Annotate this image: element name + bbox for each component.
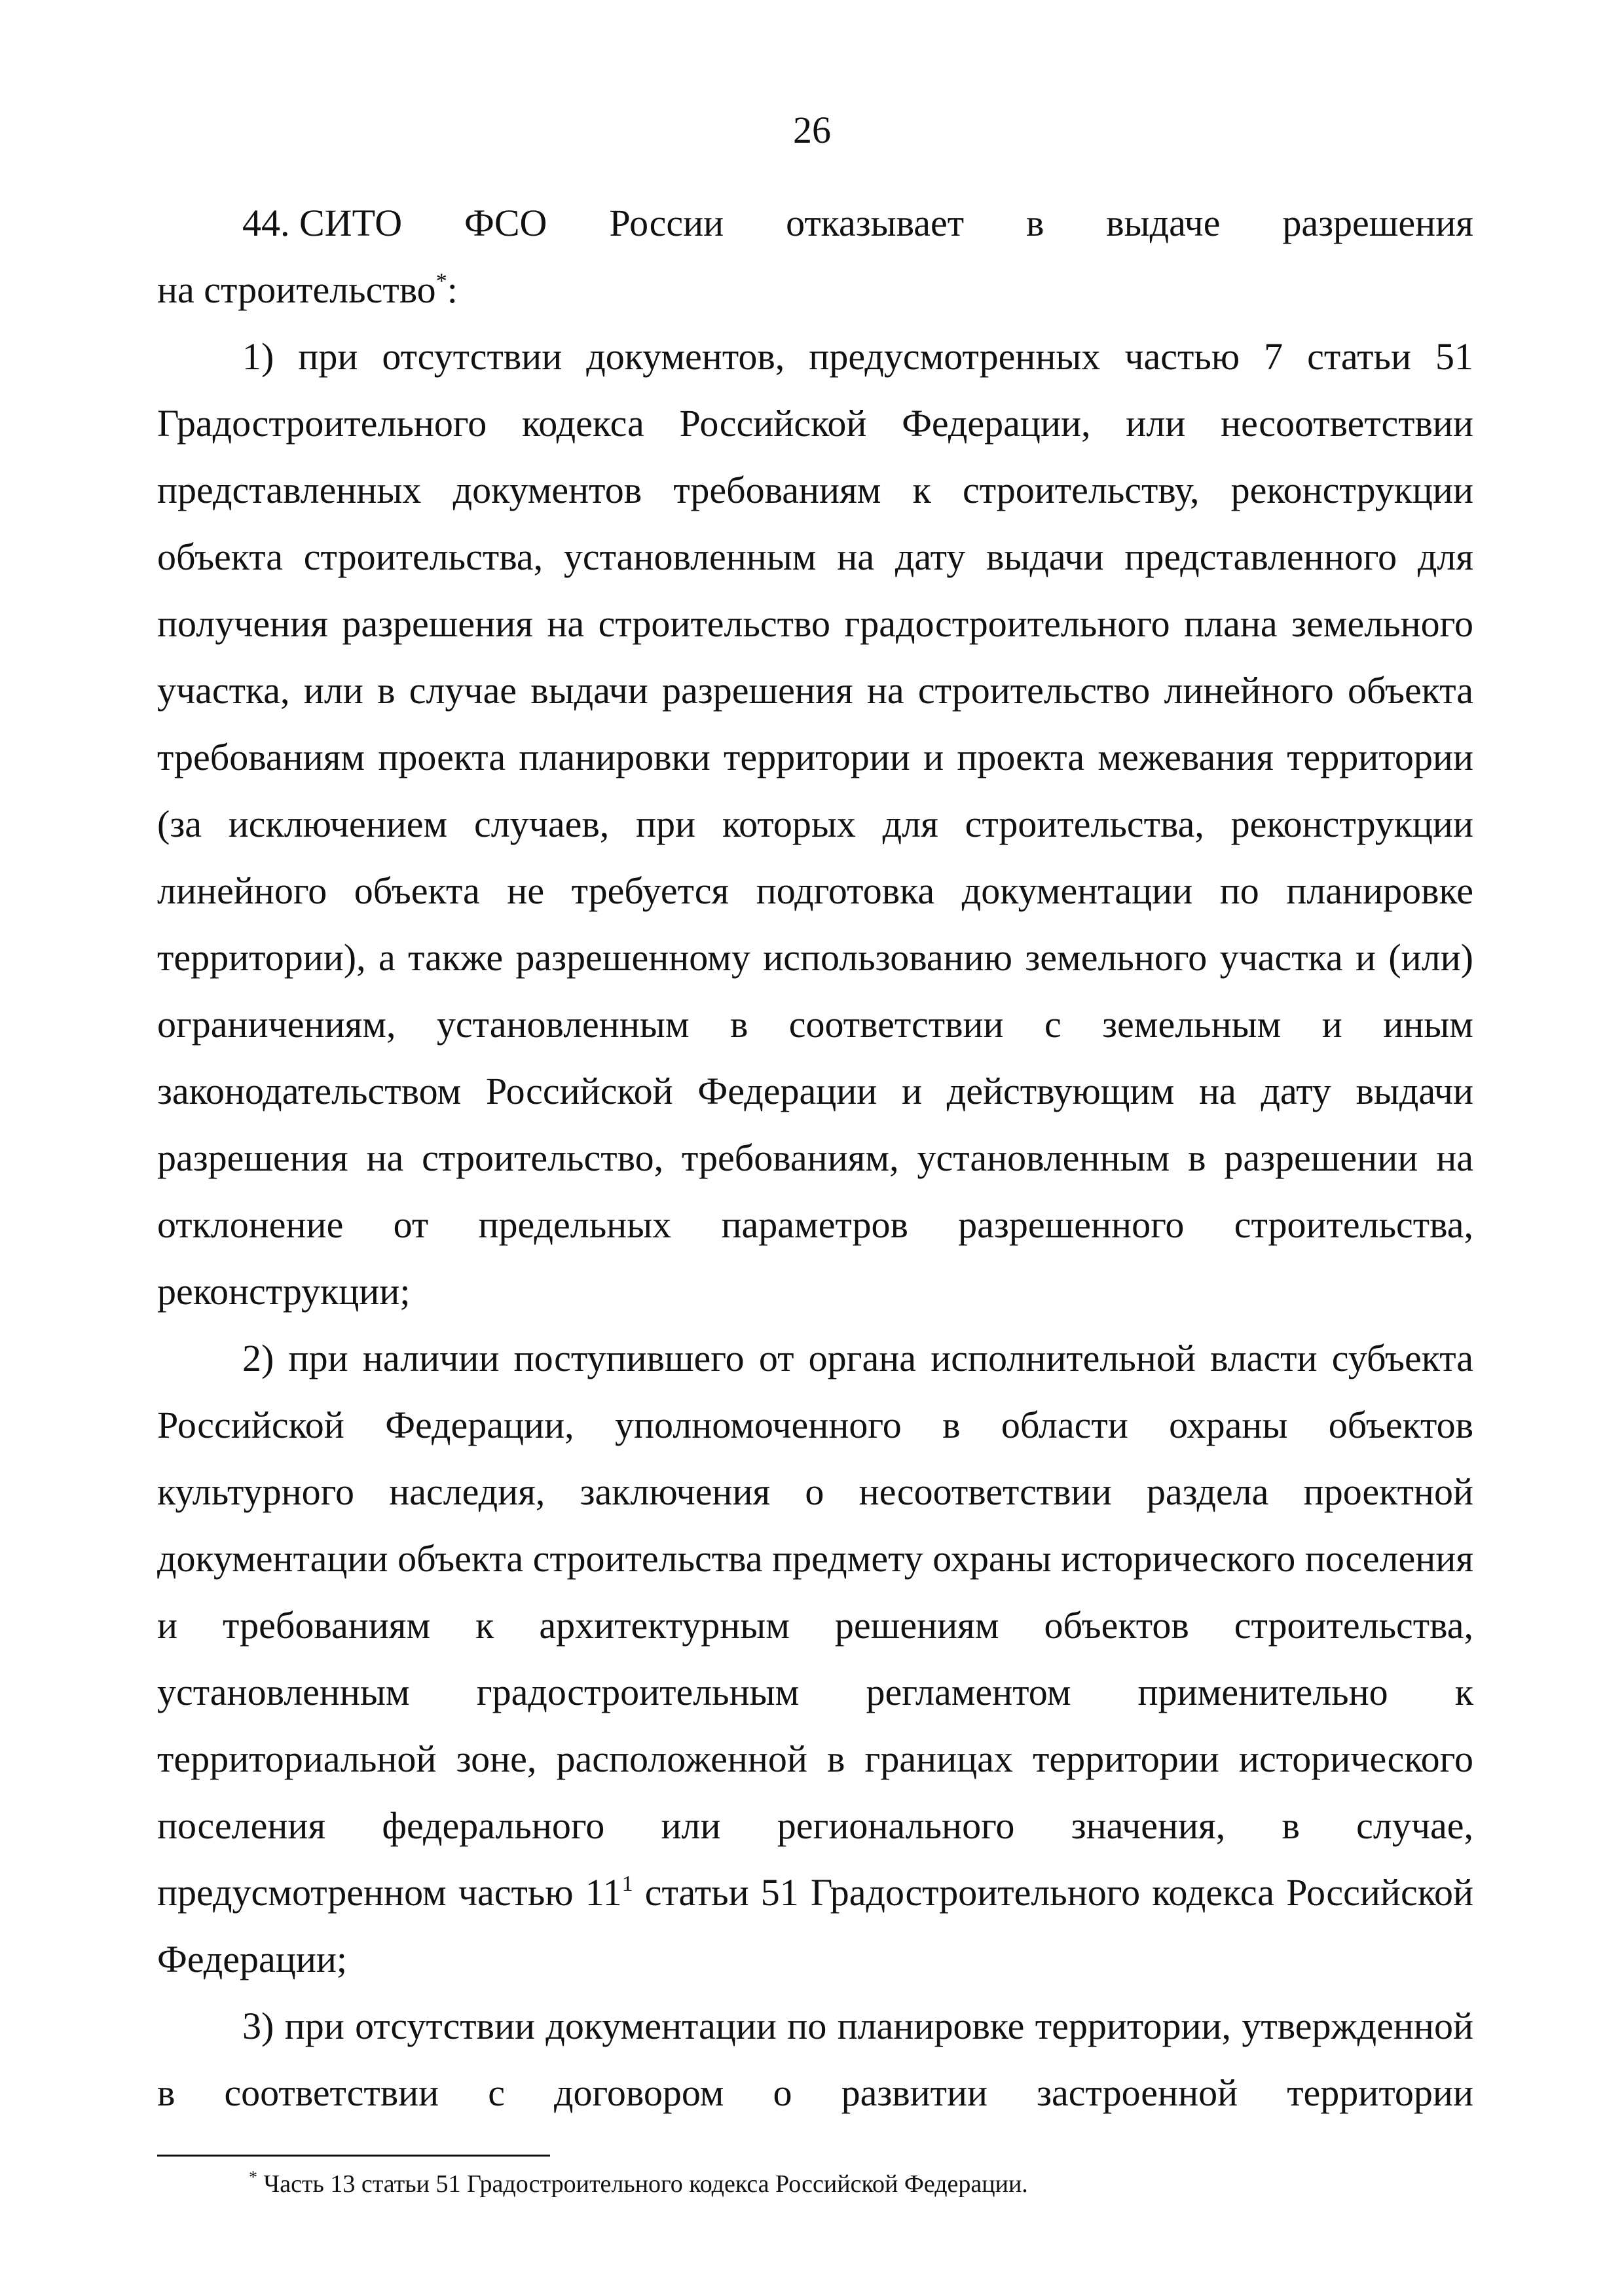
footnote-separator <box>157 2155 550 2157</box>
item-44-word: России <box>609 202 724 244</box>
item-44-continuation: на строительство*: <box>157 268 458 311</box>
item-44-word: в <box>1025 202 1044 244</box>
item-44-word: выдаче <box>1106 202 1221 244</box>
footnote-text: Часть 13 статьи 51 Градостроительного кодекса Российской Федерации. <box>257 2170 1028 2198</box>
paragraph-3: 3) при отсутствии документации по планировке территории, утвержденной в соответствии с договором о развитии застроенной территории <box>157 2005 1473 2114</box>
item-44-word: 44. СИТО <box>242 202 403 244</box>
paragraph-2: 2) при наличии поступившего от органа исполнительной власти субъекта Российской Федерации, уполномоченного в области охраны объектов культурного наследия, заключения о несоответствии раздела проектной документации объекта строительства предмету охраны исторического поселения и требованиям к архитектурным решениям объектов строительства, установленным градостроительным регламентом применительно к территориальной зоне, расположенной в границах территории исторического поселения федерального или регионального значения, в случае, предусмотренном частью $11^1$ статьи 51 Градостроительного кодекса Российской Федерации; <box>157 1337 1473 1980</box>
footnote <box>249 2164 1028 2204</box>
item-44-word: разрешения <box>1282 202 1473 244</box>
footnote-marker: * <box>249 2168 257 2187</box>
item-44-word: ФСО <box>464 202 547 244</box>
item-44-first-line <box>157 190 1473 257</box>
item-44-word: отказывает <box>786 202 965 244</box>
document-body <box>157 190 1473 2126</box>
superscript-1: 1 <box>621 1872 633 1896</box>
page-number: 26 <box>793 109 831 151</box>
footnote-marker: * <box>435 269 447 293</box>
paragraph-1: 1) при отсутствии документов, предусмотренных частью 7 статьи 51 Градостроительного кодекса Российской Федерации, или несоответствии представленных документов требованиям к строительству, реконструкции объекта строительства, установленным на дату выдачи представленного для получения разрешения на строительство градостроительного плана земельного участка, или в случае выдачи разрешения на строительство линейного объекта требованиям проекта планировки территории и проекта межевания территории (за исключением случаев, при которых для строительства, реконструкции линейного объекта не требуется подготовка документации по планировке территории), а также разрешенному использованию земельного участка и (или) ограничениям, установленным в соответствии с земельным и иным законодательством Российской Федерации и действующим на дату выдачи разрешения на строительство, требованиям, установленным в разрешении на отклонение от предельных параметров разрешенного строительства, реконструкции; <box>157 335 1473 1313</box>
